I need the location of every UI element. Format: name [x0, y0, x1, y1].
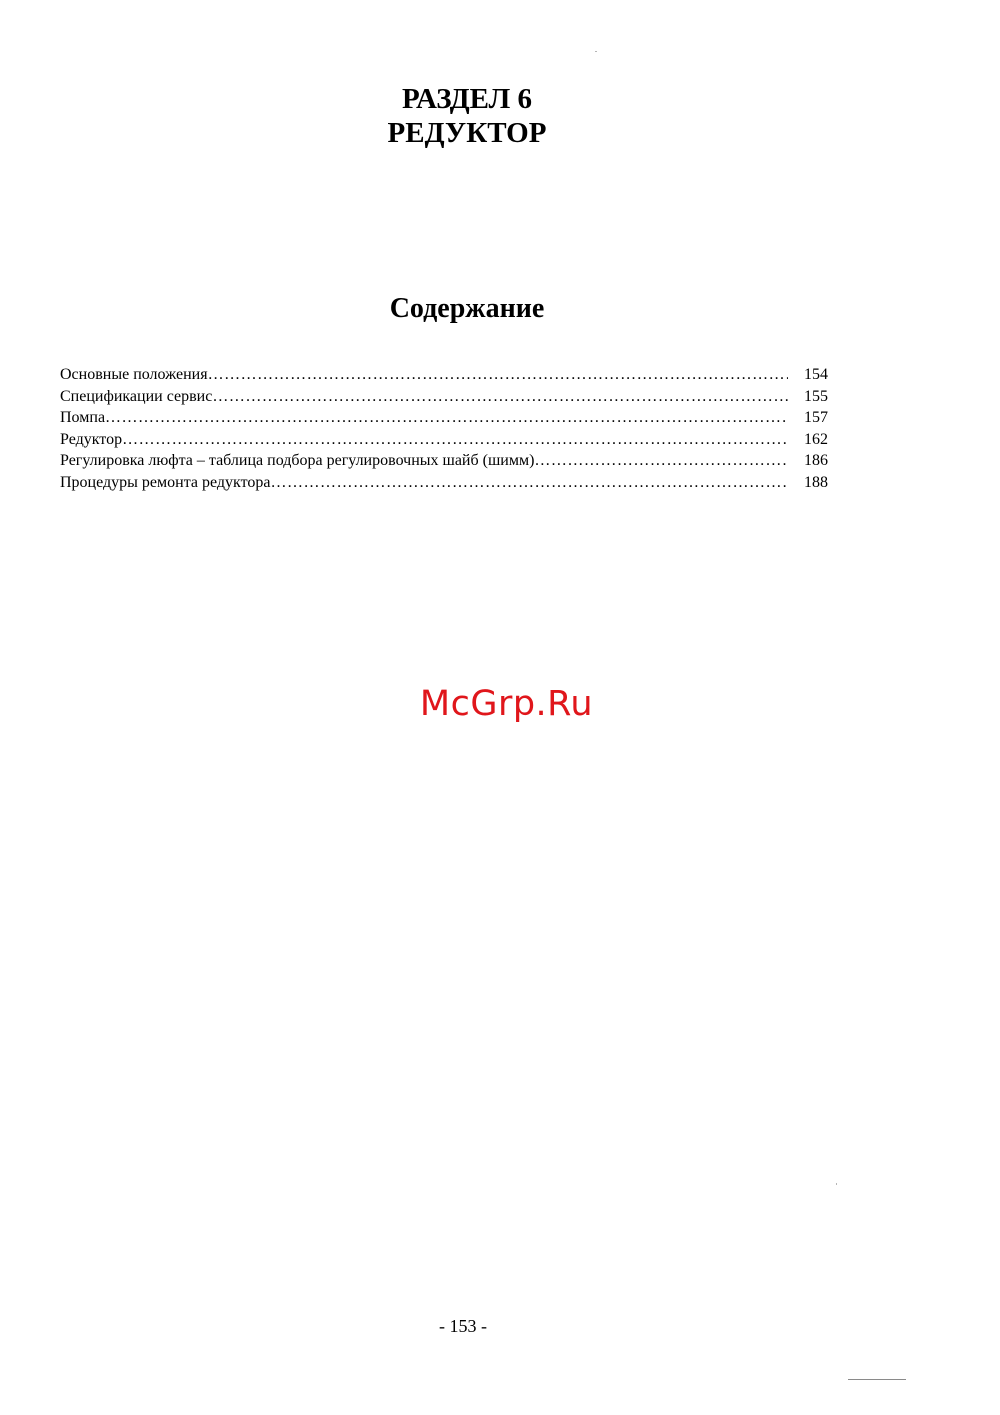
- toc-dot-leader: [122, 429, 788, 451]
- toc-entry[interactable]: [60, 450, 828, 472]
- section-number: РАЗДЕЛ 6: [401, 83, 533, 115]
- toc-entry[interactable]: [60, 407, 828, 429]
- section-heading: [0, 82, 934, 150]
- toc-entry-page: 155: [804, 387, 828, 405]
- toc-entry-title: Регулировка люфта – таблица подбора регулировочных шайб (шимм): [60, 452, 535, 470]
- section-title: РЕДУКТОР: [387, 117, 547, 149]
- toc-entry-title: Основные положения: [60, 366, 208, 383]
- toc-dot-leader: [208, 364, 788, 386]
- toc-dot-leader: [212, 386, 788, 408]
- toc-entry-title: Помпа: [60, 409, 106, 427]
- toc-dot-leader: [270, 472, 788, 494]
- contents-heading: Содержание: [389, 293, 545, 324]
- toc-dot-leader: [534, 450, 788, 472]
- toc-entry[interactable]: [60, 364, 828, 386]
- scan-speck: [595, 51, 597, 52]
- toc-entry-title: Редуктор: [60, 430, 123, 448]
- toc-entry-page: 154: [804, 366, 828, 383]
- toc-entry[interactable]: [60, 472, 828, 494]
- toc-entry-title: Спецификации сервис: [60, 387, 213, 405]
- toc-entry-page: 188: [804, 473, 828, 491]
- watermark: McGrp.Ru: [419, 684, 594, 724]
- scan-speck: [836, 1183, 837, 1185]
- toc-entry[interactable]: [60, 429, 828, 451]
- page-number: - 153 -: [439, 1316, 487, 1336]
- toc-entry[interactable]: [60, 386, 828, 408]
- toc-entry-page: 186: [804, 452, 828, 470]
- toc-entry-title: Процедуры ремонта редуктора: [60, 473, 271, 491]
- scan-edge-line: [848, 1379, 906, 1380]
- toc-dot-leader: [105, 407, 788, 429]
- toc-entry-page: 162: [804, 430, 828, 448]
- toc-entry-page: 157: [804, 409, 828, 427]
- table-of-contents: [60, 364, 828, 494]
